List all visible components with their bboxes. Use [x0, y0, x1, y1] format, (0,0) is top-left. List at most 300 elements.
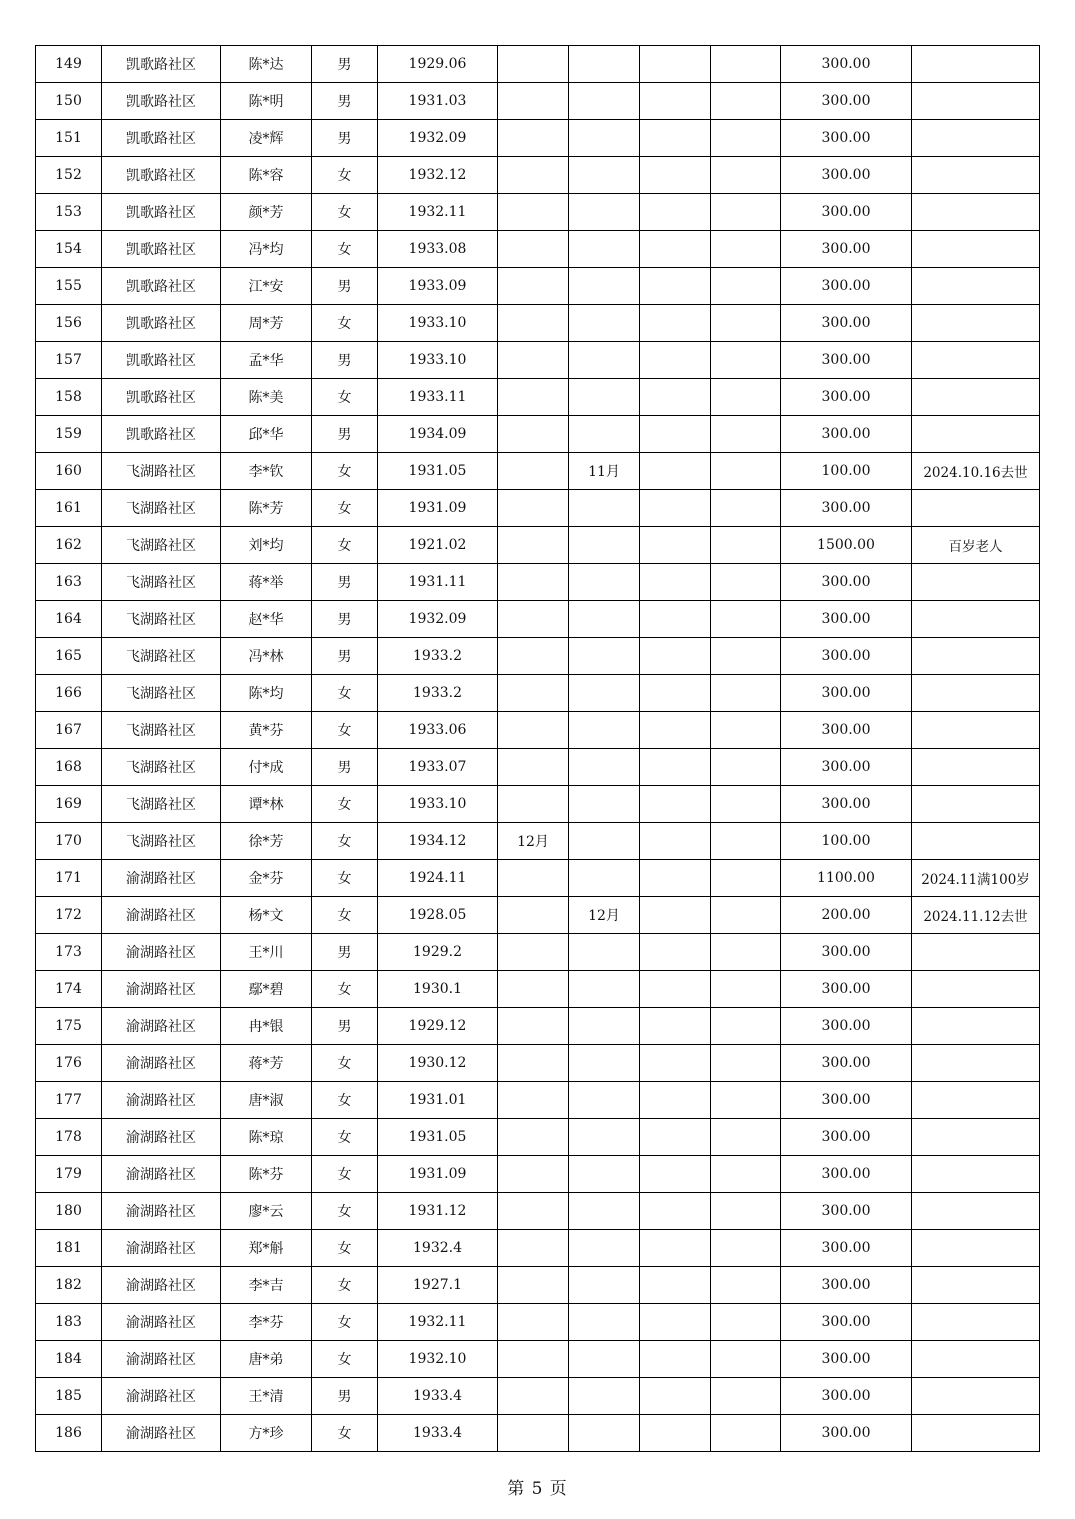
- cell-amount: 100.00: [781, 453, 912, 490]
- cell-gender: 女: [312, 1230, 378, 1267]
- cell-birth: 1930.1: [378, 971, 498, 1008]
- cell-col7: [569, 490, 640, 527]
- cell-seq: 169: [36, 786, 102, 823]
- cell-col6: [498, 897, 569, 934]
- cell-col7: [569, 1304, 640, 1341]
- cell-col9: [711, 601, 781, 638]
- cell-seq: 153: [36, 194, 102, 231]
- cell-col8: [640, 860, 711, 897]
- cell-note: [912, 1415, 1040, 1452]
- cell-community: 渝湖路社区: [102, 897, 221, 934]
- cell-gender: 女: [312, 897, 378, 934]
- cell-col8: [640, 601, 711, 638]
- cell-seq: 168: [36, 749, 102, 786]
- table-row: [36, 601, 1040, 638]
- cell-col6: [498, 1378, 569, 1415]
- cell-col7: [569, 712, 640, 749]
- cell-col6: [498, 1230, 569, 1267]
- cell-amount: 1100.00: [781, 860, 912, 897]
- cell-amount: 300.00: [781, 231, 912, 268]
- cell-col7: [569, 971, 640, 1008]
- cell-col7: [569, 1156, 640, 1193]
- cell-col6: [498, 157, 569, 194]
- cell-note: 2024.11满100岁: [912, 860, 1040, 897]
- cell-col9: [711, 1008, 781, 1045]
- table-row: [36, 1378, 1040, 1415]
- cell-col8: [640, 897, 711, 934]
- cell-col6: [498, 83, 569, 120]
- cell-col8: [640, 675, 711, 712]
- cell-col6: [498, 46, 569, 83]
- cell-birth: 1931.05: [378, 453, 498, 490]
- cell-note: [912, 268, 1040, 305]
- cell-birth: 1932.12: [378, 157, 498, 194]
- cell-amount: 300.00: [781, 712, 912, 749]
- cell-col6: [498, 860, 569, 897]
- cell-community: 凯歌路社区: [102, 305, 221, 342]
- cell-seq: 152: [36, 157, 102, 194]
- cell-col6: [498, 638, 569, 675]
- table-row: [36, 786, 1040, 823]
- cell-col8: [640, 712, 711, 749]
- cell-col9: [711, 1230, 781, 1267]
- cell-name: 郑*斛: [221, 1230, 312, 1267]
- table-row: [36, 638, 1040, 675]
- cell-col7: [569, 342, 640, 379]
- cell-col6: [498, 675, 569, 712]
- cell-col6: [498, 342, 569, 379]
- cell-community: 渝湖路社区: [102, 1193, 221, 1230]
- cell-community: 渝湖路社区: [102, 1267, 221, 1304]
- cell-gender: 男: [312, 416, 378, 453]
- cell-amount: 300.00: [781, 342, 912, 379]
- cell-col7: [569, 120, 640, 157]
- table-row: [36, 1341, 1040, 1378]
- cell-seq: 158: [36, 379, 102, 416]
- cell-col7: [569, 46, 640, 83]
- table-row: [36, 342, 1040, 379]
- cell-community: 渝湖路社区: [102, 1230, 221, 1267]
- cell-col7: [569, 1193, 640, 1230]
- cell-note: [912, 675, 1040, 712]
- cell-seq: 182: [36, 1267, 102, 1304]
- cell-amount: 300.00: [781, 675, 912, 712]
- cell-note: [912, 416, 1040, 453]
- cell-community: 凯歌路社区: [102, 194, 221, 231]
- cell-col9: [711, 1045, 781, 1082]
- cell-col6: [498, 305, 569, 342]
- cell-seq: 181: [36, 1230, 102, 1267]
- cell-gender: 男: [312, 638, 378, 675]
- cell-col9: [711, 1193, 781, 1230]
- cell-name: 刘*均: [221, 527, 312, 564]
- cell-col7: [569, 601, 640, 638]
- cell-seq: 180: [36, 1193, 102, 1230]
- cell-amount: 300.00: [781, 1193, 912, 1230]
- cell-col9: [711, 971, 781, 1008]
- cell-amount: 300.00: [781, 1119, 912, 1156]
- cell-col9: [711, 675, 781, 712]
- cell-gender: 女: [312, 1341, 378, 1378]
- cell-col8: [640, 231, 711, 268]
- cell-col9: [711, 231, 781, 268]
- cell-col6: [498, 786, 569, 823]
- cell-gender: 女: [312, 1082, 378, 1119]
- cell-community: 渝湖路社区: [102, 934, 221, 971]
- table-row: [36, 675, 1040, 712]
- cell-col9: [711, 860, 781, 897]
- cell-birth: 1931.12: [378, 1193, 498, 1230]
- cell-note: [912, 638, 1040, 675]
- cell-col6: [498, 379, 569, 416]
- cell-birth: 1928.05: [378, 897, 498, 934]
- table-row: [36, 1267, 1040, 1304]
- cell-col6: [498, 1119, 569, 1156]
- cell-community: 凯歌路社区: [102, 46, 221, 83]
- cell-col7: [569, 675, 640, 712]
- cell-note: [912, 1378, 1040, 1415]
- cell-birth: 1933.11: [378, 379, 498, 416]
- cell-col9: [711, 1304, 781, 1341]
- cell-name: 陈*琼: [221, 1119, 312, 1156]
- cell-gender: 女: [312, 971, 378, 1008]
- cell-name: 陈*容: [221, 157, 312, 194]
- cell-col6: [498, 971, 569, 1008]
- cell-col9: [711, 1119, 781, 1156]
- cell-gender: 女: [312, 194, 378, 231]
- cell-community: 凯歌路社区: [102, 83, 221, 120]
- cell-amount: 300.00: [781, 194, 912, 231]
- cell-amount: 300.00: [781, 1341, 912, 1378]
- cell-col7: [569, 749, 640, 786]
- table-row: [36, 46, 1040, 83]
- cell-name: 谭*林: [221, 786, 312, 823]
- cell-birth: 1934.12: [378, 823, 498, 860]
- cell-gender: 女: [312, 527, 378, 564]
- cell-col8: [640, 83, 711, 120]
- table-row: [36, 527, 1040, 564]
- cell-seq: 155: [36, 268, 102, 305]
- cell-col9: [711, 823, 781, 860]
- table-row: [36, 83, 1040, 120]
- cell-gender: 女: [312, 1267, 378, 1304]
- cell-community: 渝湖路社区: [102, 1119, 221, 1156]
- cell-seq: 151: [36, 120, 102, 157]
- cell-col6: [498, 527, 569, 564]
- cell-name: 冯*林: [221, 638, 312, 675]
- cell-seq: 179: [36, 1156, 102, 1193]
- cell-note: [912, 1156, 1040, 1193]
- cell-note: [912, 157, 1040, 194]
- cell-amount: 300.00: [781, 749, 912, 786]
- cell-col8: [640, 1415, 711, 1452]
- cell-community: 凯歌路社区: [102, 157, 221, 194]
- cell-name: 陈*达: [221, 46, 312, 83]
- cell-birth: 1931.09: [378, 1156, 498, 1193]
- cell-note: [912, 564, 1040, 601]
- cell-amount: 300.00: [781, 1267, 912, 1304]
- subsidy-table: [35, 45, 1040, 1452]
- cell-note: [912, 1304, 1040, 1341]
- cell-col9: [711, 527, 781, 564]
- cell-amount: 300.00: [781, 157, 912, 194]
- cell-gender: 女: [312, 231, 378, 268]
- cell-birth: 1933.10: [378, 342, 498, 379]
- cell-col9: [711, 897, 781, 934]
- cell-name: 方*珍: [221, 1415, 312, 1452]
- cell-col8: [640, 268, 711, 305]
- cell-col8: [640, 120, 711, 157]
- cell-note: [912, 1230, 1040, 1267]
- cell-col7: [569, 416, 640, 453]
- cell-community: 凯歌路社区: [102, 120, 221, 157]
- cell-name: 王*清: [221, 1378, 312, 1415]
- cell-col9: [711, 749, 781, 786]
- cell-seq: 166: [36, 675, 102, 712]
- cell-birth: 1934.09: [378, 416, 498, 453]
- cell-birth: 1933.06: [378, 712, 498, 749]
- cell-col9: [711, 268, 781, 305]
- cell-amount: 1500.00: [781, 527, 912, 564]
- cell-note: [912, 1341, 1040, 1378]
- cell-birth: 1933.10: [378, 305, 498, 342]
- cell-col8: [640, 1230, 711, 1267]
- cell-amount: 300.00: [781, 564, 912, 601]
- cell-col9: [711, 1082, 781, 1119]
- cell-note: 2024.11.12去世: [912, 897, 1040, 934]
- cell-name: 冯*均: [221, 231, 312, 268]
- cell-note: [912, 342, 1040, 379]
- cell-col7: [569, 1119, 640, 1156]
- table-row: [36, 934, 1040, 971]
- cell-col7: [569, 1230, 640, 1267]
- cell-col9: [711, 453, 781, 490]
- cell-note: [912, 305, 1040, 342]
- cell-gender: 男: [312, 342, 378, 379]
- cell-gender: 男: [312, 83, 378, 120]
- table-row: [36, 1119, 1040, 1156]
- cell-amount: 300.00: [781, 1415, 912, 1452]
- cell-amount: 300.00: [781, 1304, 912, 1341]
- cell-name: 李*芬: [221, 1304, 312, 1341]
- cell-gender: 女: [312, 675, 378, 712]
- cell-col6: [498, 1156, 569, 1193]
- cell-gender: 女: [312, 305, 378, 342]
- cell-gender: 男: [312, 46, 378, 83]
- cell-community: 飞湖路社区: [102, 527, 221, 564]
- cell-col8: [640, 564, 711, 601]
- cell-name: 唐*弟: [221, 1341, 312, 1378]
- cell-col7: [569, 194, 640, 231]
- cell-col8: [640, 157, 711, 194]
- cell-gender: 女: [312, 157, 378, 194]
- cell-community: 飞湖路社区: [102, 564, 221, 601]
- cell-community: 飞湖路社区: [102, 823, 221, 860]
- cell-amount: 300.00: [781, 1082, 912, 1119]
- cell-col9: [711, 305, 781, 342]
- cell-col6: [498, 268, 569, 305]
- cell-col7: 12月: [569, 897, 640, 934]
- table-row: [36, 823, 1040, 860]
- cell-col8: [640, 194, 711, 231]
- cell-birth: 1931.11: [378, 564, 498, 601]
- cell-birth: 1929.2: [378, 934, 498, 971]
- cell-col6: 12月: [498, 823, 569, 860]
- cell-note: [912, 1045, 1040, 1082]
- table-row: [36, 1082, 1040, 1119]
- cell-col9: [711, 416, 781, 453]
- cell-col9: [711, 934, 781, 971]
- cell-col6: [498, 1193, 569, 1230]
- cell-amount: 300.00: [781, 1230, 912, 1267]
- cell-col6: [498, 601, 569, 638]
- cell-amount: 300.00: [781, 83, 912, 120]
- cell-col8: [640, 527, 711, 564]
- cell-col6: [498, 1267, 569, 1304]
- cell-birth: 1933.4: [378, 1415, 498, 1452]
- cell-gender: 女: [312, 379, 378, 416]
- table-row: [36, 1415, 1040, 1452]
- cell-amount: 300.00: [781, 305, 912, 342]
- page-number: 第 5 页: [507, 1479, 568, 1499]
- cell-seq: 165: [36, 638, 102, 675]
- cell-community: 渝湖路社区: [102, 1415, 221, 1452]
- cell-col8: [640, 1267, 711, 1304]
- cell-seq: 184: [36, 1341, 102, 1378]
- cell-col8: [640, 1045, 711, 1082]
- cell-col7: [569, 379, 640, 416]
- cell-community: 渝湖路社区: [102, 1156, 221, 1193]
- table-row: [36, 157, 1040, 194]
- cell-birth: 1929.06: [378, 46, 498, 83]
- cell-col6: [498, 1304, 569, 1341]
- cell-amount: 300.00: [781, 1045, 912, 1082]
- cell-name: 陈*均: [221, 675, 312, 712]
- cell-col8: [640, 1378, 711, 1415]
- table-row: [36, 268, 1040, 305]
- cell-name: 黄*芬: [221, 712, 312, 749]
- cell-name: 李*钦: [221, 453, 312, 490]
- cell-name: 蒋*举: [221, 564, 312, 601]
- cell-col7: [569, 83, 640, 120]
- cell-col6: [498, 1415, 569, 1452]
- cell-name: 蒋*芳: [221, 1045, 312, 1082]
- cell-col7: [569, 823, 640, 860]
- cell-gender: 男: [312, 601, 378, 638]
- table-row: [36, 1008, 1040, 1045]
- cell-name: 孟*华: [221, 342, 312, 379]
- cell-note: [912, 379, 1040, 416]
- cell-community: 凯歌路社区: [102, 342, 221, 379]
- cell-note: [912, 712, 1040, 749]
- cell-community: 渝湖路社区: [102, 1378, 221, 1415]
- cell-col9: [711, 379, 781, 416]
- cell-note: [912, 231, 1040, 268]
- cell-col7: [569, 1045, 640, 1082]
- cell-col7: [569, 231, 640, 268]
- cell-col9: [711, 1156, 781, 1193]
- table-row: [36, 897, 1040, 934]
- cell-seq: 171: [36, 860, 102, 897]
- cell-col9: [711, 342, 781, 379]
- cell-col7: [569, 305, 640, 342]
- cell-col8: [640, 416, 711, 453]
- cell-gender: 男: [312, 934, 378, 971]
- cell-community: 飞湖路社区: [102, 453, 221, 490]
- cell-note: [912, 1193, 1040, 1230]
- cell-birth: 1932.10: [378, 1341, 498, 1378]
- cell-community: 凯歌路社区: [102, 231, 221, 268]
- cell-gender: 女: [312, 1156, 378, 1193]
- cell-note: [912, 1267, 1040, 1304]
- cell-note: [912, 490, 1040, 527]
- cell-note: [912, 971, 1040, 1008]
- cell-col7: [569, 527, 640, 564]
- cell-name: 陈*美: [221, 379, 312, 416]
- cell-amount: 300.00: [781, 120, 912, 157]
- cell-gender: 女: [312, 453, 378, 490]
- table-row: [36, 231, 1040, 268]
- table-row: [36, 490, 1040, 527]
- cell-birth: 1932.09: [378, 120, 498, 157]
- cell-col9: [711, 1341, 781, 1378]
- cell-amount: 300.00: [781, 268, 912, 305]
- cell-name: 付*成: [221, 749, 312, 786]
- cell-amount: 300.00: [781, 1008, 912, 1045]
- cell-col6: [498, 120, 569, 157]
- cell-col9: [711, 638, 781, 675]
- cell-note: [912, 46, 1040, 83]
- cell-name: 凌*辉: [221, 120, 312, 157]
- cell-col9: [711, 46, 781, 83]
- cell-note: [912, 83, 1040, 120]
- cell-amount: 300.00: [781, 638, 912, 675]
- cell-seq: 164: [36, 601, 102, 638]
- cell-gender: 女: [312, 1304, 378, 1341]
- cell-gender: 女: [312, 1193, 378, 1230]
- cell-seq: 167: [36, 712, 102, 749]
- cell-name: 唐*淑: [221, 1082, 312, 1119]
- cell-col7: [569, 157, 640, 194]
- cell-gender: 男: [312, 749, 378, 786]
- cell-seq: 174: [36, 971, 102, 1008]
- cell-birth: 1929.12: [378, 1008, 498, 1045]
- cell-col8: [640, 786, 711, 823]
- cell-seq: 175: [36, 1008, 102, 1045]
- cell-amount: 300.00: [781, 490, 912, 527]
- cell-col7: [569, 268, 640, 305]
- cell-gender: 男: [312, 1008, 378, 1045]
- cell-col6: [498, 416, 569, 453]
- cell-community: 渝湖路社区: [102, 1341, 221, 1378]
- cell-col6: [498, 564, 569, 601]
- cell-col7: [569, 564, 640, 601]
- cell-note: 百岁老人: [912, 527, 1040, 564]
- cell-col8: [640, 1119, 711, 1156]
- cell-community: 凯歌路社区: [102, 379, 221, 416]
- cell-col9: [711, 120, 781, 157]
- cell-note: [912, 749, 1040, 786]
- cell-col8: [640, 342, 711, 379]
- cell-community: 飞湖路社区: [102, 675, 221, 712]
- cell-col8: [640, 749, 711, 786]
- cell-seq: 159: [36, 416, 102, 453]
- cell-seq: 178: [36, 1119, 102, 1156]
- cell-name: 周*芳: [221, 305, 312, 342]
- cell-amount: 300.00: [781, 971, 912, 1008]
- cell-seq: 185: [36, 1378, 102, 1415]
- cell-gender: 女: [312, 786, 378, 823]
